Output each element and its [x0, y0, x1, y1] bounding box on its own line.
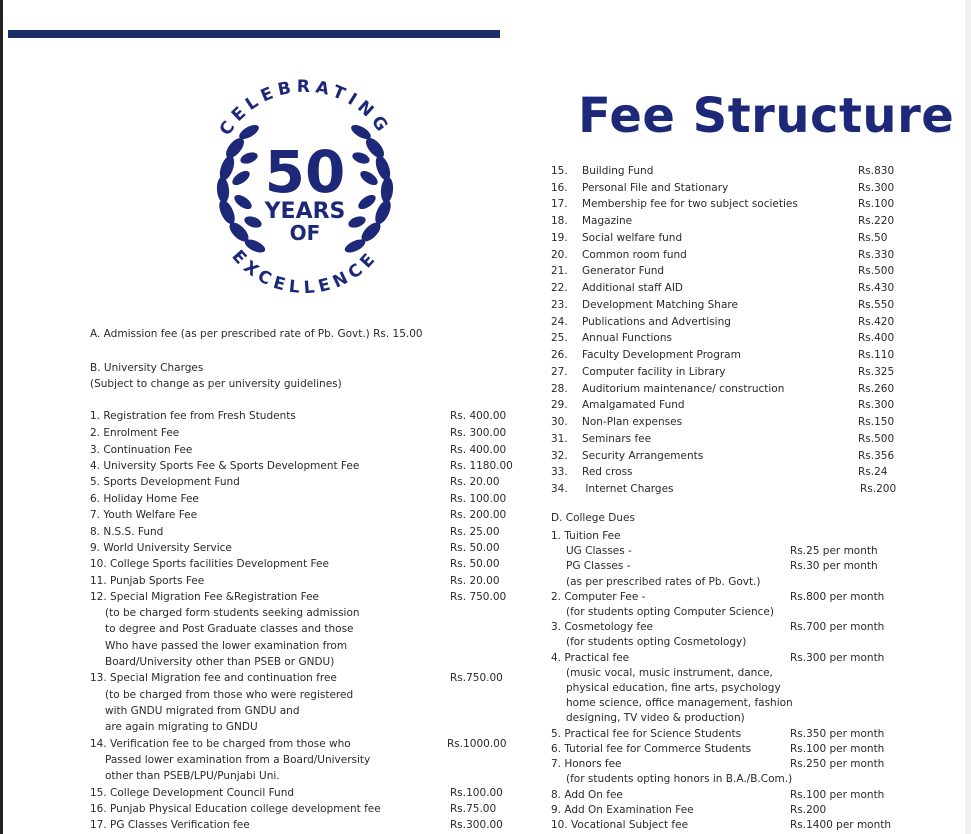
list-item: 31. Seminars fee: [551, 433, 652, 445]
list-item: 17. Membership fee for two subject societies: [551, 198, 798, 210]
svg-text:CELEBRATING: [216, 77, 394, 139]
list-item-amount: Rs.325: [858, 366, 895, 378]
list-item-amount: Rs.220: [858, 215, 895, 227]
list-item-amount: Rs.550: [858, 299, 895, 311]
list-item-amount: Rs.350 per month: [790, 728, 885, 740]
list-item: Board/University other than PSEB or GNDU): [105, 656, 335, 668]
list-item-amount: Rs. 400.00: [450, 410, 507, 422]
list-item: 18. Magazine: [551, 215, 633, 227]
page-title: Fee Structure: [578, 88, 955, 144]
list-item-amount: Rs. 100.00: [450, 493, 507, 505]
list-item-amount: Rs.150: [858, 416, 895, 428]
list-item-amount: Rs.300: [858, 182, 895, 194]
list-item-amount: Rs.30 per month: [790, 560, 878, 572]
laurel-left-icon: [216, 122, 267, 255]
list-item: 33. Red cross: [551, 466, 633, 478]
list-item: (music vocal, music instrument, dance,: [566, 667, 773, 679]
list-item-amount: Rs. 750.00: [450, 591, 507, 603]
list-item: home science, office management, fashion: [566, 697, 793, 709]
page-edge: [0, 0, 3, 834]
list-item-amount: Rs. 50.00: [450, 558, 500, 570]
list-item-amount: Rs. 400.00: [450, 444, 507, 456]
list-item: (for students opting Computer Science): [566, 606, 774, 618]
arc-bottom-text: EXCELLENCE: [227, 246, 383, 299]
list-item: 5. Practical fee for Science Students: [551, 728, 742, 740]
list-item: 11. Punjab Sports Fee: [90, 575, 205, 587]
list-item: 5. Sports Development Fund: [90, 476, 240, 488]
list-item-amount: Rs.260: [858, 383, 895, 395]
list-item: UG Classes -: [566, 545, 632, 557]
list-item-amount: Rs.100: [858, 198, 895, 210]
list-item: designing, TV video & production): [566, 712, 745, 724]
list-item: (for students opting honors in B.A./B.Com.): [566, 773, 793, 785]
list-item-amount: Rs.300: [858, 399, 895, 411]
list-item-amount: Rs.1000.00: [447, 738, 507, 750]
list-item-amount: Rs.50: [858, 232, 888, 244]
list-item: 16. Punjab Physical Education college development fee: [90, 803, 381, 815]
list-item: 25. Annual Functions: [551, 332, 672, 344]
list-item: 24. Publications and Advertising: [551, 316, 731, 328]
list-item: 13. Special Migration fee and continuation free: [90, 672, 337, 684]
list-item: 6. Tutorial fee for Commerce Students: [551, 743, 752, 755]
list-item-amount: Rs.100 per month: [790, 789, 885, 801]
list-item-amount: Rs.24: [858, 466, 888, 478]
list-item-amount: Rs.25 per month: [790, 545, 878, 557]
list-item: 20. Common room fund: [551, 249, 687, 261]
list-item: 7. Honors fee: [551, 758, 622, 770]
list-item-amount: Rs.430: [858, 282, 895, 294]
list-item: 14. Verification fee to be charged from those who: [90, 738, 351, 750]
list-item: 29. Amalgamated Fund: [551, 399, 685, 411]
list-item: (to be charged form students seeking admission: [105, 607, 360, 619]
list-item-amount: Rs. 300.00: [450, 427, 507, 439]
list-item-amount: Rs.356: [858, 450, 895, 462]
list-item: 12. Special Migration Fee &Registration Fee: [90, 591, 320, 603]
list-item-amount: Rs.1400 per month: [790, 819, 892, 831]
list-item-amount: Rs.300.00: [450, 819, 503, 831]
list-item: (for students opting Cosmetology): [566, 636, 747, 648]
list-item: (to be charged from those who were registered: [105, 689, 354, 701]
list-item: (as per prescribed rates of Pb. Govt.): [566, 576, 761, 588]
list-item-amount: Rs. 20.00: [450, 476, 500, 488]
list-item-amount: Rs.800 per month: [790, 591, 885, 603]
list-item-amount: Rs.700 per month: [790, 621, 885, 633]
list-item: 17. PG Classes Verification fee: [90, 819, 250, 831]
list-item-amount: Rs. 25.00: [450, 526, 500, 538]
list-item-amount: Rs. 1180.00: [450, 460, 513, 472]
list-item: with GNDU migrated from GNDU and: [105, 705, 300, 717]
university-charges-note: (Subject to change as per university guidelines): [90, 378, 342, 390]
list-item-amount: Rs. 20.00: [450, 575, 500, 587]
admission-fee: A. Admission fee (as per prescribed rate of Pb. Govt.) Rs. 15.00: [90, 328, 423, 340]
list-item: Who have passed the lower examination from: [105, 640, 348, 652]
university-charges-heading: B. University Charges: [90, 362, 204, 374]
list-item: 32. Security Arrangements: [551, 450, 704, 462]
list-item: 1. Registration fee from Fresh Students: [90, 410, 296, 422]
list-item: 1. Tuition Fee: [551, 530, 621, 542]
header-bar: [8, 30, 500, 38]
list-item: 27. Computer facility in Library: [551, 366, 726, 378]
list-item: 22. Additional staff AID: [551, 282, 684, 294]
list-item: 26. Faculty Development Program: [551, 349, 741, 361]
list-item-amount: Rs. 200.00: [450, 509, 507, 521]
list-item: 21. Generator Fund: [551, 265, 665, 277]
list-item: 10. Vocational Subject fee: [551, 819, 689, 831]
list-item-amount: Rs.300 per month: [790, 652, 885, 664]
list-item: 30. Non-Plan expenses: [551, 416, 683, 428]
list-item: 15. Building Fund: [551, 165, 654, 177]
list-item-amount: Rs.100 per month: [790, 743, 885, 755]
list-item: 9. World University Service: [90, 542, 232, 554]
list-item: 28. Auditorium maintenance/ construction: [551, 383, 785, 395]
list-item: 23. Development Matching Share: [551, 299, 738, 311]
list-item: 9. Add On Examination Fee: [551, 804, 694, 816]
list-item-amount: Rs.400: [858, 332, 895, 344]
list-item: 2. Computer Fee -: [551, 591, 646, 603]
list-item: 19. Social welfare fund: [551, 232, 683, 244]
list-item-amount: Rs.750.00: [450, 672, 503, 684]
list-item: PG Classes -: [566, 560, 631, 572]
list-item: 2. Enrolment Fee: [90, 427, 180, 439]
list-item: 10. College Sports facilities Development Fee: [90, 558, 329, 570]
logo-number: 50: [264, 138, 346, 206]
list-item: Passed lower examination from a Board/University: [105, 754, 371, 766]
list-item: to degree and Post Graduate classes and those: [105, 623, 354, 635]
laurel-right-icon: [343, 122, 394, 255]
laurel-wreath-emblem: [195, 70, 415, 300]
list-item: 16. Personal File and Stationary: [551, 182, 729, 194]
list-item: physical education, fine arts, psychology: [566, 682, 781, 694]
list-item-amount: Rs.500: [858, 265, 895, 277]
list-item-amount: Rs.250 per month: [790, 758, 885, 770]
logo-of: OF: [289, 221, 321, 245]
list-item-amount: Rs.330: [858, 249, 895, 261]
list-item: 4. University Sports Fee & Sports Development Fee: [90, 460, 360, 472]
list-item-amount: Rs. 50.00: [450, 542, 500, 554]
logo-years: YEARS: [264, 199, 346, 224]
list-item-amount: Rs.100.00: [450, 787, 503, 799]
list-item: 4. Practical fee: [551, 652, 630, 664]
list-item: 3. Continuation Fee: [90, 444, 193, 456]
list-item: 15. College Development Council Fund: [90, 787, 295, 799]
list-item-amount: Rs.75.00: [450, 803, 497, 815]
list-item: 8. Add On fee: [551, 789, 623, 801]
list-item: are again migrating to GNDU: [105, 721, 258, 733]
arc-top-text: CELEBRATING: [215, 76, 395, 140]
list-item: 8. N.S.S. Fund: [90, 526, 164, 538]
list-item-amount: Rs.200: [860, 483, 897, 495]
list-item-amount: Rs.500: [858, 433, 895, 445]
list-item-amount: Rs.200: [790, 804, 827, 816]
anniversary-logo: [195, 70, 415, 300]
list-item-amount: Rs.110: [858, 349, 895, 361]
list-item: 7. Youth Welfare Fee: [90, 509, 198, 521]
list-item: 34. Internet Charges: [551, 483, 674, 495]
list-item: 3. Cosmetology fee: [551, 621, 653, 633]
list-item-amount: Rs.420: [858, 316, 895, 328]
list-item: 6. Holiday Home Fee: [90, 493, 199, 505]
svg-text:EXCELLENCE: [228, 246, 383, 298]
college-dues-heading: D. College Dues: [551, 512, 635, 524]
list-item: other than PSEB/LPU/Punjabi Uni.: [105, 770, 280, 782]
list-item-amount: Rs.830: [858, 165, 895, 177]
